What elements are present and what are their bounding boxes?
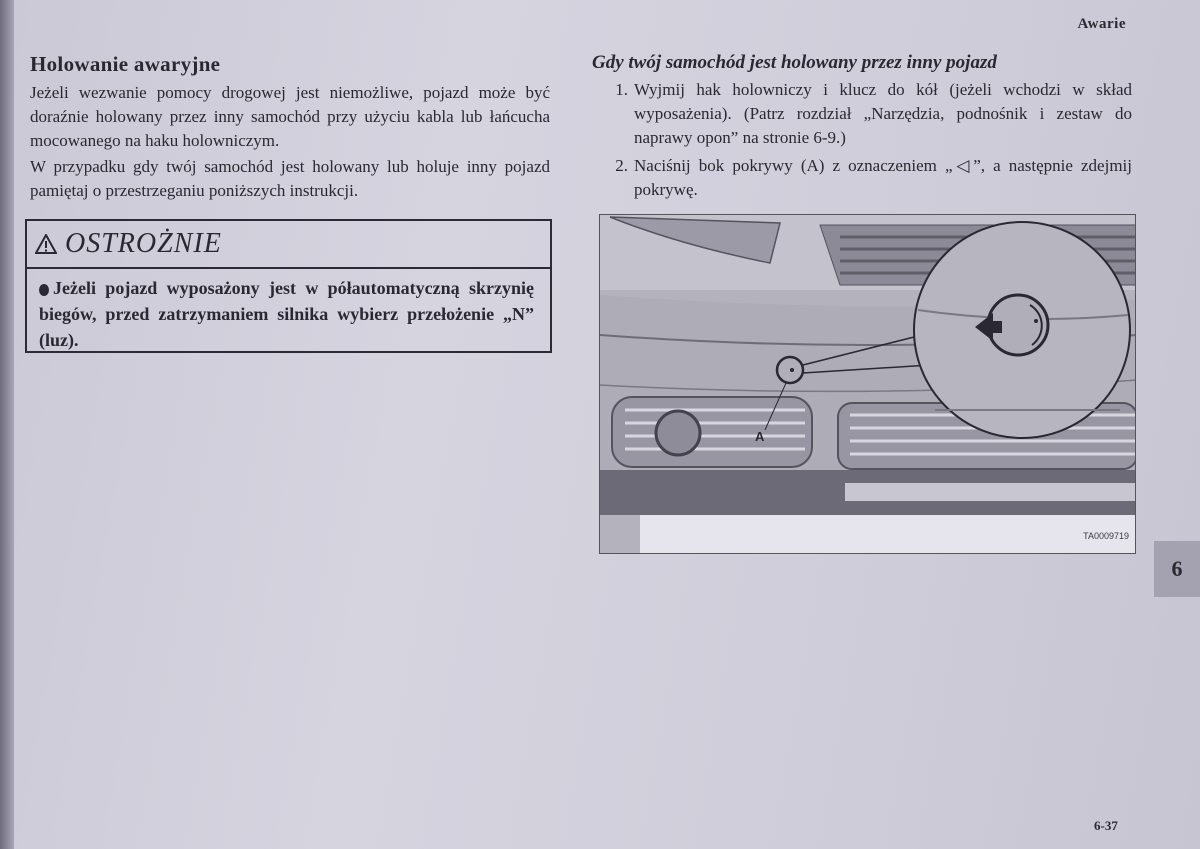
paragraph-1: Jeżeli wezwanie pomocy drogowej jest niemożliwe, pojazd może być doraźnie holowany przez inny samochód przy użyciu kabla lub łańcucha mocowanego na haku holowniczym. [30, 83, 550, 150]
subsection-title: Gdy twój samochód jest holowany przez inny pojazd [592, 52, 997, 73]
caution-body [27, 269, 550, 353]
right-column [592, 52, 1132, 206]
paragraph-2: W przypadku gdy twój samochód jest holowany lub holuje inny pojazd pamiętaj o przestrzeganiu poniższych instrukcji. [30, 157, 550, 200]
figure-code: TA0009719 [1083, 531, 1129, 541]
page-number: 6-37 [1094, 818, 1118, 833]
bumper-illustration [599, 214, 1136, 554]
left-column [30, 52, 550, 205]
section-title: Holowanie awaryjne [30, 52, 221, 76]
step-text: Wyjmij hak holowniczy i klucz do kół (jeżeli wchodzi w skład wyposażenia). (Patrz rozdział „Narzędzia, podnośnik i zestaw do naprawy opon” na stronie 6-9.) [634, 80, 1132, 147]
step-2 [592, 154, 1132, 202]
caution-text: Jeżeli pojazd wyposażony jest w półautomatyczną skrzynię biegów, przed zatrzymaniem silnika wybierz przełożenie „N” (luz). [39, 278, 534, 350]
bullet-icon [39, 284, 49, 296]
warning-triangle-icon [35, 234, 57, 254]
step-number: 2. [615, 156, 628, 175]
section-header: Awarie [1077, 16, 1126, 32]
step-1 [592, 78, 1132, 150]
caution-box [25, 219, 552, 353]
step-number: 1. [615, 80, 628, 99]
bumper-drawing [600, 215, 1136, 554]
caution-header [27, 221, 550, 269]
cover-label: A [755, 429, 765, 444]
step-text: Naciśnij bok pokrywy (A) z oznaczeniem „◁”, a następnie zdejmij pokrywę. [634, 156, 1132, 199]
chapter-tab: 6 [1154, 541, 1200, 597]
caution-title: OSTROŻNIE [65, 228, 222, 259]
book-spine-edge [0, 0, 14, 849]
